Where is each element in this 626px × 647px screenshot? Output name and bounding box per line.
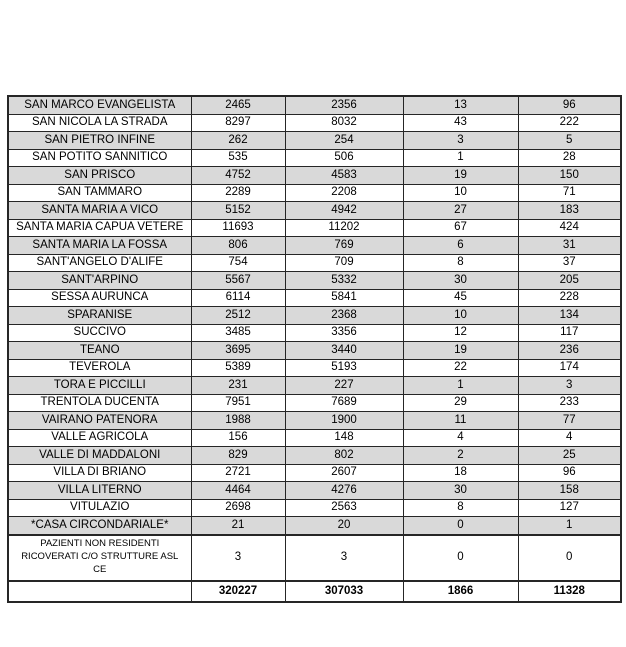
value-cell: 11693	[191, 219, 285, 237]
value-cell: 150	[518, 167, 621, 185]
value-cell: 2698	[191, 499, 285, 517]
value-cell: 254	[285, 132, 403, 150]
value-cell: 205	[518, 272, 621, 290]
municipality-name-cell: VILLA LITERNO	[8, 482, 191, 500]
value-cell: 8	[403, 499, 518, 517]
table-row	[8, 272, 621, 290]
municipality-name-cell: SAN TAMMARO	[8, 184, 191, 202]
municipality-name-cell: SANT'ARPINO	[8, 272, 191, 290]
value-cell: 802	[285, 447, 403, 465]
table-row	[8, 96, 621, 114]
table-row	[8, 482, 621, 500]
table-row	[8, 219, 621, 237]
municipality-name-cell: TEANO	[8, 342, 191, 360]
value-cell: 4942	[285, 202, 403, 220]
value-cell: 13	[403, 96, 518, 114]
value-cell: 4583	[285, 167, 403, 185]
municipality-name-cell: VITULAZIO	[8, 499, 191, 517]
total-value-cell: 307033	[285, 581, 403, 602]
value-cell: 709	[285, 254, 403, 272]
municipality-name-cell: SESSA AURUNCA	[8, 289, 191, 307]
table-row	[8, 447, 621, 465]
value-cell: 8032	[285, 114, 403, 132]
value-cell: 21	[191, 517, 285, 535]
municipality-name-cell: SAN PIETRO INFINE	[8, 132, 191, 150]
value-cell: 3	[403, 132, 518, 150]
value-cell: 754	[191, 254, 285, 272]
value-cell: 3	[285, 535, 403, 581]
value-cell: 228	[518, 289, 621, 307]
value-cell: 2289	[191, 184, 285, 202]
value-cell: 11202	[285, 219, 403, 237]
value-cell: 0	[403, 535, 518, 581]
table-row	[8, 517, 621, 535]
value-cell: 19	[403, 342, 518, 360]
value-cell: 174	[518, 359, 621, 377]
value-cell: 769	[285, 237, 403, 255]
value-cell: 43	[403, 114, 518, 132]
value-cell: 6	[403, 237, 518, 255]
table-row	[8, 237, 621, 255]
table-row	[8, 307, 621, 325]
value-cell: 262	[191, 132, 285, 150]
municipality-name-cell: SAN MARCO EVANGELISTA	[8, 96, 191, 114]
total-value-cell: 320227	[191, 581, 285, 602]
value-cell: 424	[518, 219, 621, 237]
value-cell: 5841	[285, 289, 403, 307]
value-cell: 1	[518, 517, 621, 535]
value-cell: 2368	[285, 307, 403, 325]
municipality-name-cell: SANTA MARIA A VICO	[8, 202, 191, 220]
value-cell: 18	[403, 464, 518, 482]
value-cell: 30	[403, 482, 518, 500]
value-cell: 31	[518, 237, 621, 255]
value-cell: 5389	[191, 359, 285, 377]
value-cell: 535	[191, 149, 285, 167]
value-cell: 4	[518, 429, 621, 447]
value-cell: 0	[518, 535, 621, 581]
value-cell: 20	[285, 517, 403, 535]
value-cell: 134	[518, 307, 621, 325]
value-cell: 2208	[285, 184, 403, 202]
value-cell: 158	[518, 482, 621, 500]
value-cell: 5	[518, 132, 621, 150]
value-cell: 7951	[191, 394, 285, 412]
value-cell: 30	[403, 272, 518, 290]
value-cell: 1	[403, 149, 518, 167]
value-cell: 227	[285, 377, 403, 395]
value-cell: 5567	[191, 272, 285, 290]
value-cell: 117	[518, 324, 621, 342]
value-cell: 77	[518, 412, 621, 430]
municipality-name-cell: TEVEROLA	[8, 359, 191, 377]
value-cell: 5152	[191, 202, 285, 220]
special-row	[8, 535, 621, 581]
value-cell: 183	[518, 202, 621, 220]
value-cell: 2563	[285, 499, 403, 517]
value-cell: 1988	[191, 412, 285, 430]
value-cell: 37	[518, 254, 621, 272]
value-cell: 27	[403, 202, 518, 220]
table-row	[8, 184, 621, 202]
table-row	[8, 289, 621, 307]
value-cell: 8297	[191, 114, 285, 132]
value-cell: 1	[403, 377, 518, 395]
table-row	[8, 359, 621, 377]
value-cell: 10	[403, 307, 518, 325]
table-row	[8, 149, 621, 167]
municipality-name-cell: SANTA MARIA LA FOSSA	[8, 237, 191, 255]
municipality-name-cell: *CASA CIRCONDARIALE*	[8, 517, 191, 535]
municipality-name-cell: SUCCIVO	[8, 324, 191, 342]
table-row	[8, 114, 621, 132]
table-row	[8, 342, 621, 360]
value-cell: 5332	[285, 272, 403, 290]
municipality-name-cell: SPARANISE	[8, 307, 191, 325]
value-cell: 829	[191, 447, 285, 465]
value-cell: 156	[191, 429, 285, 447]
value-cell: 3485	[191, 324, 285, 342]
totals-row	[8, 581, 621, 602]
value-cell: 222	[518, 114, 621, 132]
table-row	[8, 202, 621, 220]
value-cell: 806	[191, 237, 285, 255]
value-cell: 11	[403, 412, 518, 430]
value-cell: 2607	[285, 464, 403, 482]
table-row	[8, 429, 621, 447]
special-row-name-cell: PAZIENTI NON RESIDENTI RICOVERATI C/O STRUTTURE ASL CE	[8, 535, 191, 581]
value-cell: 4464	[191, 482, 285, 500]
value-cell: 45	[403, 289, 518, 307]
value-cell: 4	[403, 429, 518, 447]
municipality-name-cell: TORA E PICCILLI	[8, 377, 191, 395]
value-cell: 19	[403, 167, 518, 185]
value-cell: 236	[518, 342, 621, 360]
value-cell: 148	[285, 429, 403, 447]
value-cell: 233	[518, 394, 621, 412]
value-cell: 2356	[285, 96, 403, 114]
value-cell: 127	[518, 499, 621, 517]
municipality-name-cell: TRENTOLA DUCENTA	[8, 394, 191, 412]
table-row	[8, 324, 621, 342]
municipality-name-cell: VILLA DI BRIANO	[8, 464, 191, 482]
municipality-name-cell: SANTA MARIA CAPUA VETERE	[8, 219, 191, 237]
value-cell: 22	[403, 359, 518, 377]
totals-empty-cell	[8, 581, 191, 602]
value-cell: 25	[518, 447, 621, 465]
municipality-name-cell: SAN POTITO SANNITICO	[8, 149, 191, 167]
value-cell: 1900	[285, 412, 403, 430]
table-row	[8, 377, 621, 395]
table-row	[8, 132, 621, 150]
value-cell: 2465	[191, 96, 285, 114]
total-value-cell: 1866	[403, 581, 518, 602]
municipality-name-cell: VALLE AGRICOLA	[8, 429, 191, 447]
municipality-name-cell: VAIRANO PATENORA	[8, 412, 191, 430]
value-cell: 2512	[191, 307, 285, 325]
municipality-name-cell: SANT'ANGELO D'ALIFE	[8, 254, 191, 272]
table-row	[8, 412, 621, 430]
value-cell: 3	[191, 535, 285, 581]
value-cell: 28	[518, 149, 621, 167]
value-cell: 5193	[285, 359, 403, 377]
value-cell: 96	[518, 464, 621, 482]
value-cell: 4752	[191, 167, 285, 185]
value-cell: 3695	[191, 342, 285, 360]
value-cell: 67	[403, 219, 518, 237]
table-row	[8, 394, 621, 412]
table-row	[8, 167, 621, 185]
value-cell: 96	[518, 96, 621, 114]
value-cell: 12	[403, 324, 518, 342]
value-cell: 2	[403, 447, 518, 465]
table-row	[8, 499, 621, 517]
value-cell: 3440	[285, 342, 403, 360]
value-cell: 71	[518, 184, 621, 202]
value-cell: 4276	[285, 482, 403, 500]
value-cell: 3	[518, 377, 621, 395]
municipality-table	[7, 95, 622, 603]
value-cell: 10	[403, 184, 518, 202]
municipality-name-cell: VALLE DI MADDALONI	[8, 447, 191, 465]
value-cell: 2721	[191, 464, 285, 482]
value-cell: 6114	[191, 289, 285, 307]
table-row	[8, 464, 621, 482]
value-cell: 0	[403, 517, 518, 535]
value-cell: 8	[403, 254, 518, 272]
value-cell: 506	[285, 149, 403, 167]
value-cell: 29	[403, 394, 518, 412]
municipality-table-body	[8, 96, 621, 602]
value-cell: 7689	[285, 394, 403, 412]
total-value-cell: 11328	[518, 581, 621, 602]
municipality-name-cell: SAN PRISCO	[8, 167, 191, 185]
municipality-name-cell: SAN NICOLA LA STRADA	[8, 114, 191, 132]
value-cell: 3356	[285, 324, 403, 342]
value-cell: 231	[191, 377, 285, 395]
table-row	[8, 254, 621, 272]
